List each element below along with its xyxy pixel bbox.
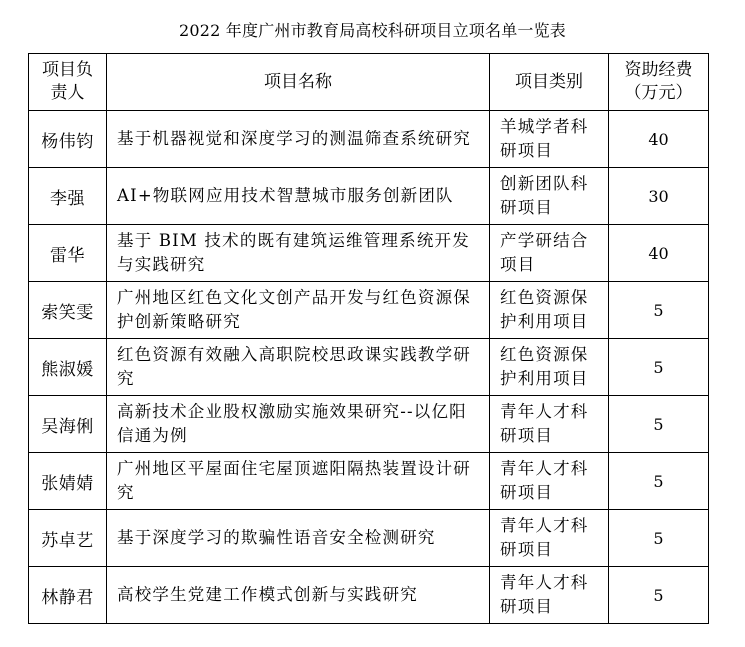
table-row bbox=[29, 282, 709, 339]
project-name-cell: 高校学生党建工作模式创新与实践研究 bbox=[107, 567, 490, 624]
project-type-cell: 红色资源保护利用项目 bbox=[490, 339, 609, 396]
header-project-type: 项目类别 bbox=[490, 54, 609, 111]
project-type-cell: 红色资源保护利用项目 bbox=[490, 282, 609, 339]
funding-cell: 5 bbox=[609, 339, 709, 396]
project-leader-cell: 雷华 bbox=[29, 225, 107, 282]
project-type-cell: 青年人才科研项目 bbox=[490, 396, 609, 453]
project-name-cell: 红色资源有效融入高职院校思政课实践教学研究 bbox=[107, 339, 490, 396]
header-leader: 项目负责人 bbox=[29, 54, 107, 111]
project-name-cell: AI+物联网应用技术智慧城市服务创新团队 bbox=[107, 168, 490, 225]
document-title: 2022 年度广州市教育局高校科研项目立项名单一览表 bbox=[178, 21, 566, 40]
table-row bbox=[29, 111, 709, 168]
table-row bbox=[29, 510, 709, 567]
project-leader-cell: 吴海俐 bbox=[29, 396, 107, 453]
project-name-cell: 基于 BIM 技术的既有建筑运维管理系统开发与实践研究 bbox=[107, 225, 490, 282]
table-body bbox=[29, 111, 709, 624]
project-leader-cell: 索笑雯 bbox=[29, 282, 107, 339]
project-type-cell: 青年人才科研项目 bbox=[490, 567, 609, 624]
funding-cell: 5 bbox=[609, 396, 709, 453]
table-row bbox=[29, 453, 709, 510]
project-name-cell: 基于机器视觉和深度学习的测温筛查系统研究 bbox=[107, 111, 490, 168]
project-leader-cell: 熊淑媛 bbox=[29, 339, 107, 396]
table-header-row bbox=[29, 54, 709, 111]
table-row bbox=[29, 225, 709, 282]
project-leader-cell: 林静君 bbox=[29, 567, 107, 624]
funding-cell: 30 bbox=[609, 168, 709, 225]
funding-cell: 5 bbox=[609, 282, 709, 339]
project-type-cell: 创新团队科研项目 bbox=[490, 168, 609, 225]
project-name-cell: 广州地区平屋面住宅屋顶遮阳隔热装置设计研究 bbox=[107, 453, 490, 510]
project-name-cell: 基于深度学习的欺骗性语音安全检测研究 bbox=[107, 510, 490, 567]
funding-cell: 5 bbox=[609, 567, 709, 624]
project-leader-cell: 苏卓艺 bbox=[29, 510, 107, 567]
project-type-cell: 产学研结合项目 bbox=[490, 225, 609, 282]
project-list-table bbox=[28, 53, 709, 624]
table-row bbox=[29, 567, 709, 624]
funding-cell: 40 bbox=[609, 225, 709, 282]
table-row bbox=[29, 168, 709, 225]
table-row bbox=[29, 396, 709, 453]
project-type-cell: 羊城学者科研项目 bbox=[490, 111, 609, 168]
project-type-cell: 青年人才科研项目 bbox=[490, 453, 609, 510]
project-leader-cell: 张婧婧 bbox=[29, 453, 107, 510]
header-funding: 资助经费（万元） bbox=[609, 54, 709, 111]
project-name-cell: 广州地区红色文化文创产品开发与红色资源保护创新策略研究 bbox=[107, 282, 490, 339]
funding-cell: 5 bbox=[609, 453, 709, 510]
table-row bbox=[29, 339, 709, 396]
project-leader-cell: 杨伟钧 bbox=[29, 111, 107, 168]
project-leader-cell: 李强 bbox=[29, 168, 107, 225]
funding-cell: 5 bbox=[609, 510, 709, 567]
project-name-cell: 高新技术企业股权激励实施效果研究--以亿阳信通为例 bbox=[107, 396, 490, 453]
header-project-name: 项目名称 bbox=[107, 54, 490, 111]
funding-cell: 40 bbox=[609, 111, 709, 168]
project-type-cell: 青年人才科研项目 bbox=[490, 510, 609, 567]
